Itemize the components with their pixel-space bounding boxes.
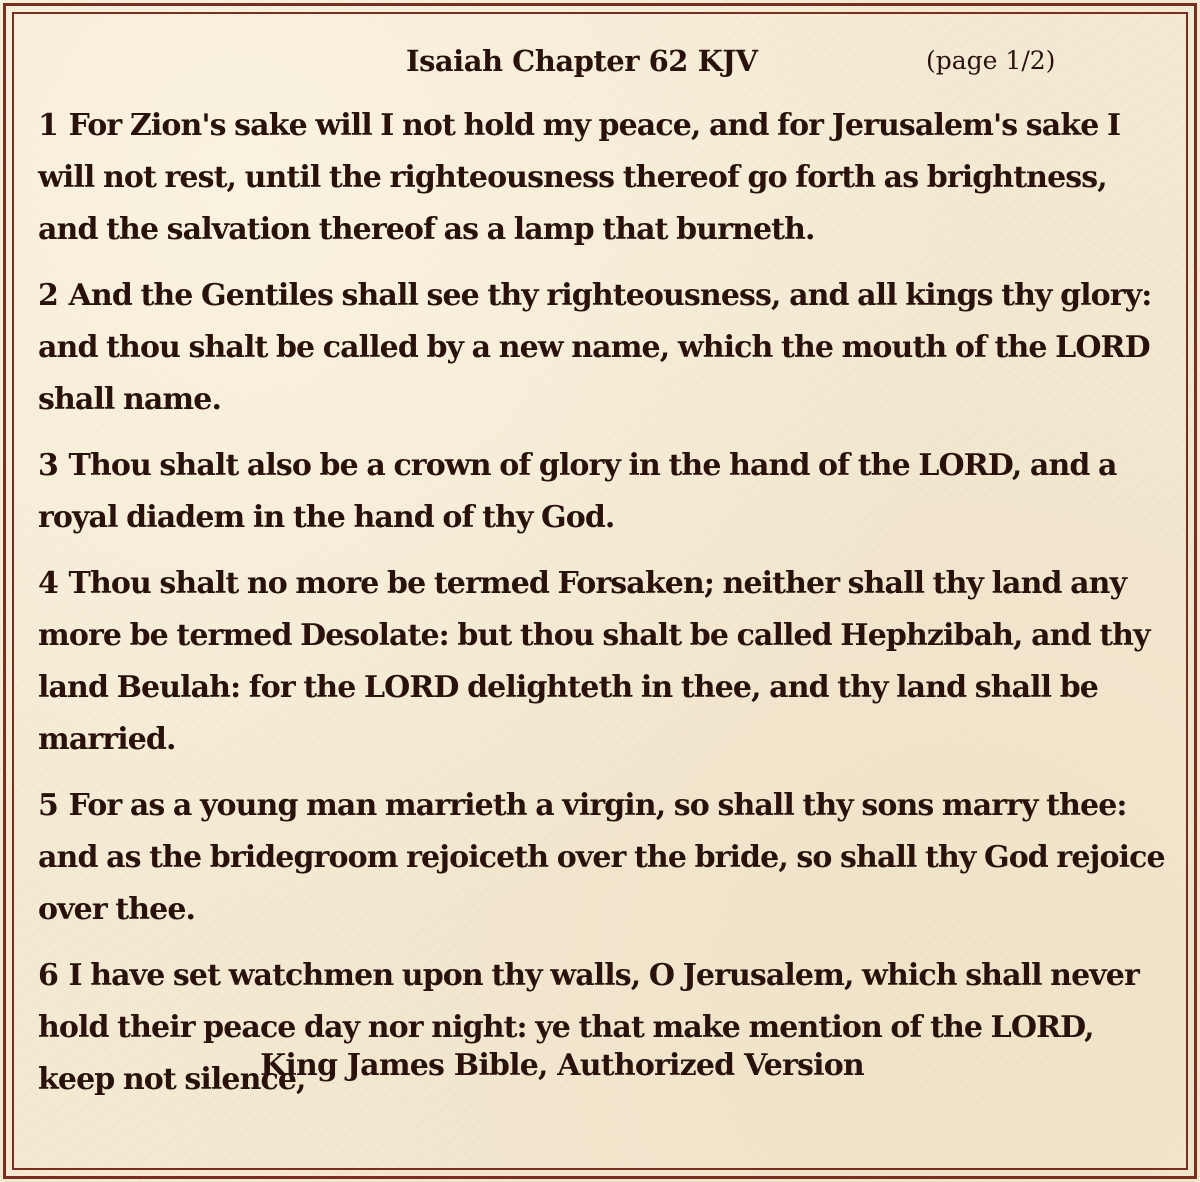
attribution-footer: King James Bible, Authorized Version [260, 1048, 864, 1083]
verse-text: I have set watchmen upon thy walls, O Jerusalem, which shall never hold their peace day nor night: ye that make mention of the LORD, keep not silence, [38, 958, 1139, 1097]
verse-2 [38, 270, 1168, 426]
verse-number: 3 [38, 448, 58, 483]
verse-text: For as a young man marrieth a virgin, so shall thy sons marry thee: and as the bridegroom rejoiceth over the bride, so shall thy God rejoice over thee. [38, 788, 1165, 927]
verse-text: Thou shalt also be a crown of glory in the hand of the LORD, and a royal diadem in the hand of thy God. [38, 448, 1117, 535]
verse-number: 5 [38, 788, 58, 823]
verse-3 [38, 440, 1168, 544]
verse-1 [38, 100, 1168, 256]
verse-text: Thou shalt no more be termed Forsaken; neither shall thy land any more be termed Desolate: but thou shalt be called Hephzibah, and thy land Beulah: for the LORD delighteth in thee, and thy land shall be married. [38, 566, 1150, 757]
verse-4 [38, 558, 1168, 766]
verse-number: 4 [38, 566, 58, 601]
chapter-title: Isaiah Chapter 62 KJV [406, 44, 758, 78]
verse-5 [38, 780, 1168, 936]
verse-number: 2 [38, 278, 58, 313]
verse-number: 6 [38, 958, 58, 993]
verse-text: And the Gentiles shall see thy righteousness, and all kings thy glory: and thou shalt be called by a new name, which the mouth of the LORD shall name. [38, 278, 1152, 417]
verse-text: For Zion's sake will I not hold my peace, and for Jerusalem's sake I will not rest, until the righteousness thereof go forth as brightness, and the salvation thereof as a lamp that burneth. [38, 108, 1121, 247]
page-header [38, 44, 1168, 100]
page-indicator: (page 1/2) [926, 46, 1056, 75]
verse-number: 1 [38, 108, 58, 143]
scripture-content [38, 44, 1168, 1120]
